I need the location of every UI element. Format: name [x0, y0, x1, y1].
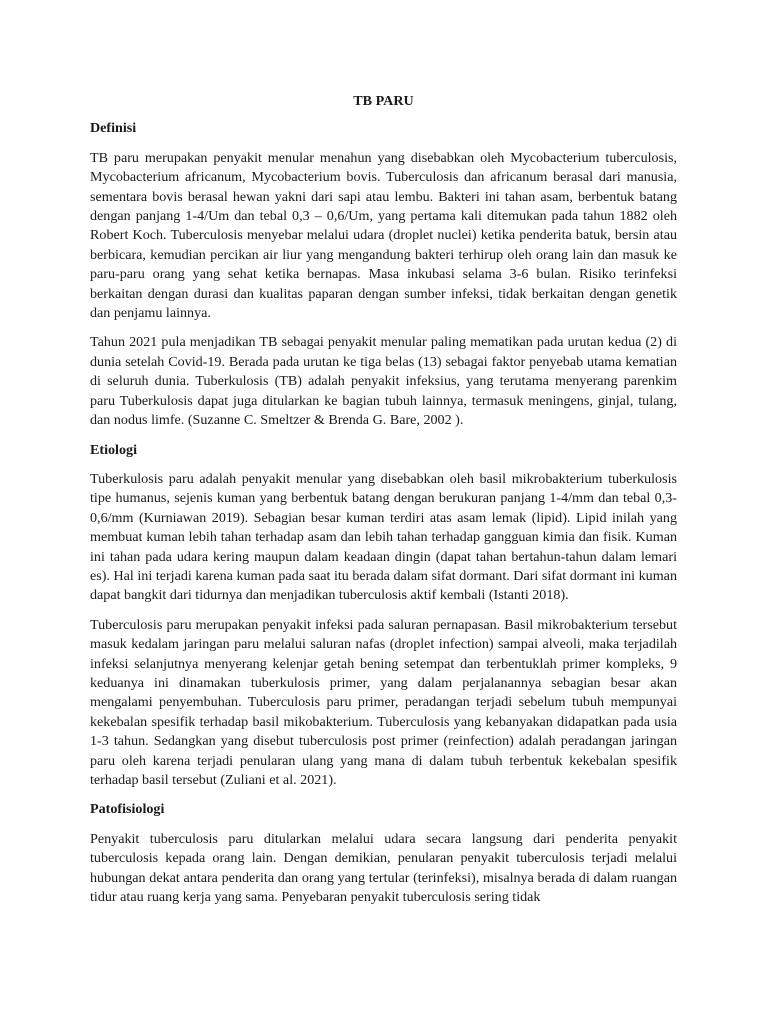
paragraph: Tahun 2021 pula menjadikan TB sebagai penyakit menular paling mematikan pada urutan kedua (2) di dunia setelah Covid-19. Berada pada urutan ke tiga belas (13) sebagai faktor penyebab utama kematian di seluruh dunia. Tuberkulosis (TB) adalah penyakit infeksius, yang terutama menyerang parenkim paru Tuberkulosis dapat juga ditularkan ke bagian tubuh lainnya, termasuk meningens, ginjal, tulang, dan nodus limfe. (Suzanne C. Smeltzer & Brenda G. Bare, 2002 ). — [90, 334, 677, 429]
paragraph: Penyakit tuberculosis paru ditularkan melalui udara secara langsung dari penderita penyakit tuberculosis kepada orang lain. Dengan demikian, penularan penyakit tuberculosis terjadi melalui hubungan dekat antara penderita dan orang yang tertular (terinfeksi), misalnya berada di dalam ruangan tidur atau ruang kerja yang sama. Penyebaran penyakit tuberculosis sering tidak — [90, 830, 677, 906]
paragraph: Tuberkulosis paru adalah penyakit menular yang disebabkan oleh basil mikrobakterium tuberkulosis tipe humanus, sejenis kuman yang berbentuk batang dengan berukuran panjang 1-4/mm dan tebal 0,3-0,6/mm (Kurniawan 2019). Sebagian besar kuman terdiri atas asam lemak (lipid). Lipid inilah yang membuat kuman lebih tahan terhadap asam dan lebih tahan terhadap gangguan kimia dan fisik. Kuman ini tahan pada udara kering maupun dalam keadaan dingin (dapat tahan bertahun-tahun dalam lemari es). Hal ini terjadi karena kuman pada saat itu berada dalam sifat dormant. Dari sifat dormant ini kuman dapat bangkit dari tidurnya dan menjadikan tuberculosis aktif kembali (Istanti 2018). — [90, 470, 677, 604]
paragraph: Tuberculosis paru merupakan penyakit infeksi pada saluran pernapasan. Basil mikrobakterium tersebut masuk kedalam jaringan paru melalui saluran nafas (droplet infection) sampai alveoli, maka terjadilah infeksi selanjutnya menyerang kelenjar getah bening setempat dan terbentuklah primer kompleks, 9 keduanya ini dinamakan tuberkulosis primer, yang dalam perjalanannya sebagian besar akan mengalami penyembuhan. Tuberculosis paru primer, peradangan terjadi sebelum tubuh mempunyai kekebalan spesifik terhadap basil mikobakterium. Tuberculosis yang kebanyakan didapatkan pada usia 1-3 tahun. Sedangkan yang disebut tuberculosis post primer (reinfection) adalah peradangan jaringan paru oleh karena terjadi penularan ulang yang mana di dalam tubuh terbentuk kekebalan spesifik terhadap basil tersebut (Zuliani et al. 2021). — [90, 616, 677, 788]
section-heading-patofisiologi: Patofisiologi — [90, 801, 165, 818]
paragraph: TB paru merupakan penyakit menular menahun yang disebabkan oleh Mycobacterium tuberculosis, Mycobacterium africanum, Mycobacterium bovis. Tuberculosis dan africanum berasal dari manusia, sementara bovis berasal hewan yakni dari sapi atau lembu. Bakteri ini tahan asam, berbentuk batang dengan panjang 1-4/Um dan tebal 0,3 – 0,6/Um, yang pertama kali ditemukan pada tahun 1882 oleh Robert Koch. Tuberculosis menyebar melalui udara (droplet nuclei) ketika penderita batuk, bersin atau berbicara, kemudian percikan air liur yang mengandung bakteri terhirup oleh orang lain dan masuk ke paru-paru orang yang sehat ketika bernapas. Masa inkubasi selama 3-6 bulan. Risiko terinfeksi berkaitan dengan durasi dan kualitas paparan dengan sumber infeksi, tidak berkaitan dengan genetik dan penjamu lainnya. — [90, 149, 677, 322]
section-definisi — [90, 119, 677, 430]
section-heading-definisi: Definisi — [90, 120, 137, 137]
section-patofisiologi — [90, 800, 677, 907]
document-page — [90, 92, 677, 917]
section-heading-etiologi: Etiologi — [90, 441, 137, 458]
section-etiologi — [90, 441, 677, 791]
document-title: TB PARU — [353, 93, 414, 109]
